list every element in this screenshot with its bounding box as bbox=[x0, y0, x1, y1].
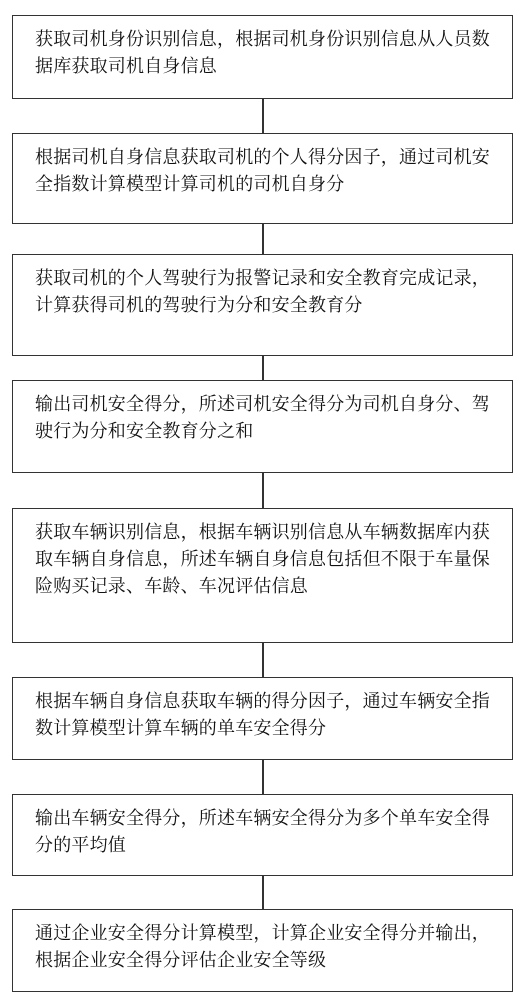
step-7-box bbox=[12, 794, 513, 876]
connector-3-4 bbox=[262, 356, 264, 380]
step-4-text: 输出司机安全得分，所述司机安全得分为司机自身分、驾驶行为分和安全教育分之和 bbox=[35, 394, 490, 442]
step-2-box bbox=[12, 133, 513, 224]
step-1-box bbox=[12, 15, 513, 99]
step-5-box bbox=[12, 508, 513, 643]
connector-5-6 bbox=[262, 643, 264, 677]
step-1-text: 获取司机身份识别信息，根据司机身份识别信息从人员数据库获取司机自身信息 bbox=[35, 29, 490, 77]
step-3-box bbox=[12, 254, 513, 356]
step-3-text: 获取司机的个人驾驶行为报警记录和安全教育完成记录，计算获得司机的驾驶行为分和安全教育分 bbox=[35, 268, 490, 316]
step-7-text: 输出车辆安全得分，所述车辆安全得分为多个单车安全得分的平均值 bbox=[35, 808, 490, 856]
step-6-box bbox=[12, 677, 513, 760]
connector-1-2 bbox=[262, 99, 264, 133]
connector-6-7 bbox=[262, 760, 264, 794]
connector-7-8 bbox=[262, 876, 264, 909]
step-8-box bbox=[12, 909, 513, 992]
connector-2-3 bbox=[262, 224, 264, 254]
step-6-text: 根据车辆自身信息获取车辆的得分因子，通过车辆安全指数计算模型计算车辆的单车安全得分 bbox=[35, 691, 490, 739]
step-4-box bbox=[12, 380, 513, 473]
connector-4-5 bbox=[262, 473, 264, 508]
step-2-text: 根据司机自身信息获取司机的个人得分因子，通过司机安全指数计算模型计算司机的司机自身分 bbox=[35, 147, 490, 195]
step-8-text: 通过企业安全得分计算模型，计算企业安全得分并输出，根据企业安全得分评估企业安全等级 bbox=[35, 923, 490, 971]
step-5-text: 获取车辆识别信息，根据车辆识别信息从车辆数据库内获取车辆自身信息，所述车辆自身信息包括但不限于车量保险购买记录、车龄、车况评估信息 bbox=[35, 522, 490, 597]
